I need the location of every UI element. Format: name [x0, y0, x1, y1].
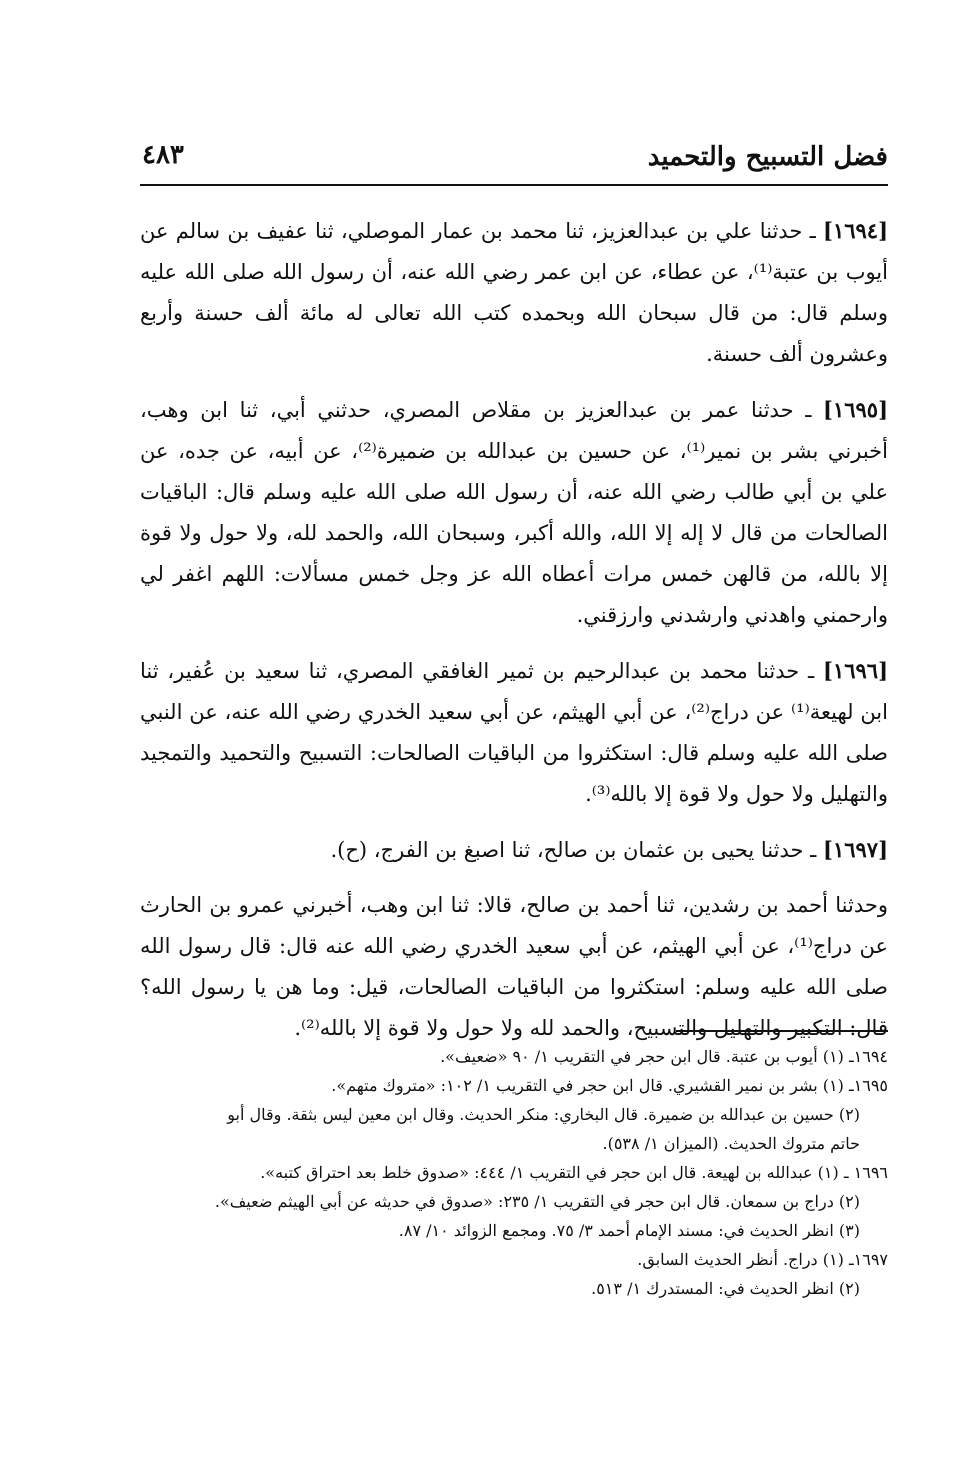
hadith-1695 — [140, 389, 888, 636]
hadith-text: ـ حدثنا علي بن عبدالعزيز، ثنا محمد بن عمار الموصلي، ثنا عفيف بن سالم عن أيوب بن عتبة⁽¹⁾، عن عطاء، عن ابن عمر رضي الله عنه، أن رسول الله صلى الله عليه وسلم قال: من قال سبحان الله وبحمده كتب الله تعالى له مائة ألف حسنة وأربع وعشرون ألف حسنة. — [140, 219, 888, 366]
footnote: ١٦٩٦ ـ (١) عبدالله بن لهيعة. قال ابن حجر في التقريب ١/ ٤٤٤: «صدوق خلط بعد احتراق كتبه». — [260, 1163, 888, 1182]
footnote: (٣) انظر الحديث في: مسند الإمام أحمد ٣/ ٧٥. ومجمع الزوائد ١٠/ ٨٧. — [398, 1221, 860, 1240]
footnote: (٢) انظر الحديث في: المستدرك ١/ ٥١٣. — [591, 1279, 860, 1298]
footnote: ١٦٩٧ـ (١) دراج. أنظر الحديث السابق. — [637, 1250, 888, 1269]
hadith-text: ـ حدثنا عمر بن عبدالعزيز بن مقلاص المصري، حدثني أبي، ثنا ابن وهب، أخبرني بشر بن نمير⁽¹⁾، عن حسين بن عبدالله بن ضميرة⁽²⁾، عن أبيه، عن جده، عن علي بن أبي طالب رضي الله عنه، أن رسول الله صلى الله عليه وسلم قال: الباقيات الصالحات من قال لا إله إلا الله، والله أكبر، وسبحان الله، والحمد لله، ولا حول ولا قوة إلا بالله، من قالهن خمس مرات أعطاه الله عز وجل خمس مسألات: اللهم اغفر لي وارحمني واهدني وارشدني وارزقني. — [140, 398, 889, 627]
footnote-continuation: حاتم متروك الحديث. (الميزان ١/ ٥٣٨). — [602, 1134, 860, 1153]
hadith-1697 — [140, 829, 888, 871]
footnote-rule — [676, 1030, 888, 1032]
hadith-number: [١٦٩٧] — [823, 837, 888, 862]
hadith-number: [١٦٩٦] — [823, 658, 888, 683]
hadith-1697-continuation — [140, 885, 888, 1049]
hadith-text: ـ حدثنا يحيى بن عثمان بن صالح، ثنا اصبغ بن الفرج، (ح). — [330, 838, 823, 862]
footnotes — [140, 1042, 888, 1303]
hadith-text: وحدثنا أحمد بن رشدين، ثنا أحمد بن صالح، قالا: ثنا ابن وهب، أخبرني عمرو بن الحارث عن دراج⁽¹⁾، عن أبي الهيثم، عن أبي سعيد الخدري رضي الله عنه قال: قال رسول الله صلى الله عليه وسلم: استكثروا من الباقيات الصالحات، قيل: وما هن يا رسول الله؟ قال: التكبير والتهليل والتسبيح، والحمد لله ولا حول ولا قوة إلا بالله⁽²⁾. — [140, 893, 888, 1040]
running-header — [140, 138, 888, 178]
hadith-1694 — [140, 210, 888, 375]
hadith-number: [١٦٩٤] — [823, 218, 888, 243]
footnote: ١٦٩٥ـ (١) بشر بن نمير القشيري. قال ابن حجر في التقريب ١/ ١٠٢: «متروك متهم». — [331, 1076, 888, 1095]
footnote: (٢) حسين بن عبدالله بن ضميرة. قال البخاري: منكر الحديث. وقال ابن معين ليس بثقة. وقال أبو — [227, 1105, 860, 1124]
page-number: ٤٨٣ — [142, 140, 184, 170]
hadith-number: [١٦٩٥] — [823, 397, 888, 422]
hadith-1696 — [140, 650, 888, 815]
footnote: ١٦٩٤ـ (١) أيوب بن عتبة. قال ابن حجر في التقريب ١/ ٩٠ «ضعيف». — [440, 1047, 888, 1066]
header-rule — [140, 184, 888, 186]
footnote: (٢) دراج بن سمعان. قال ابن حجر في التقريب ١/ ٢٣٥: «صدوق في حديثه عن أبي الهيثم ضعيف». — [214, 1192, 860, 1211]
hadith-text: ـ حدثنا محمد بن عبدالرحيم بن ثمير الغافقي المصري، ثنا سعيد بن عُفير، ثنا ابن لهيعة⁽¹⁾ عن دراج⁽²⁾، عن أبي الهيثم، عن أبي سعيد الخدري رضي الله عنه، عن النبي صلى الله عليه وسلم قال: استكثروا من الباقيات الصالحات: التسبيح والتحميد والتمجيد والتهليل ولا حول ولا قوة إلا بالله⁽³⁾. — [140, 659, 888, 806]
main-text — [140, 210, 888, 1063]
chapter-title: فضل التسبيح والتحميد — [647, 142, 888, 172]
